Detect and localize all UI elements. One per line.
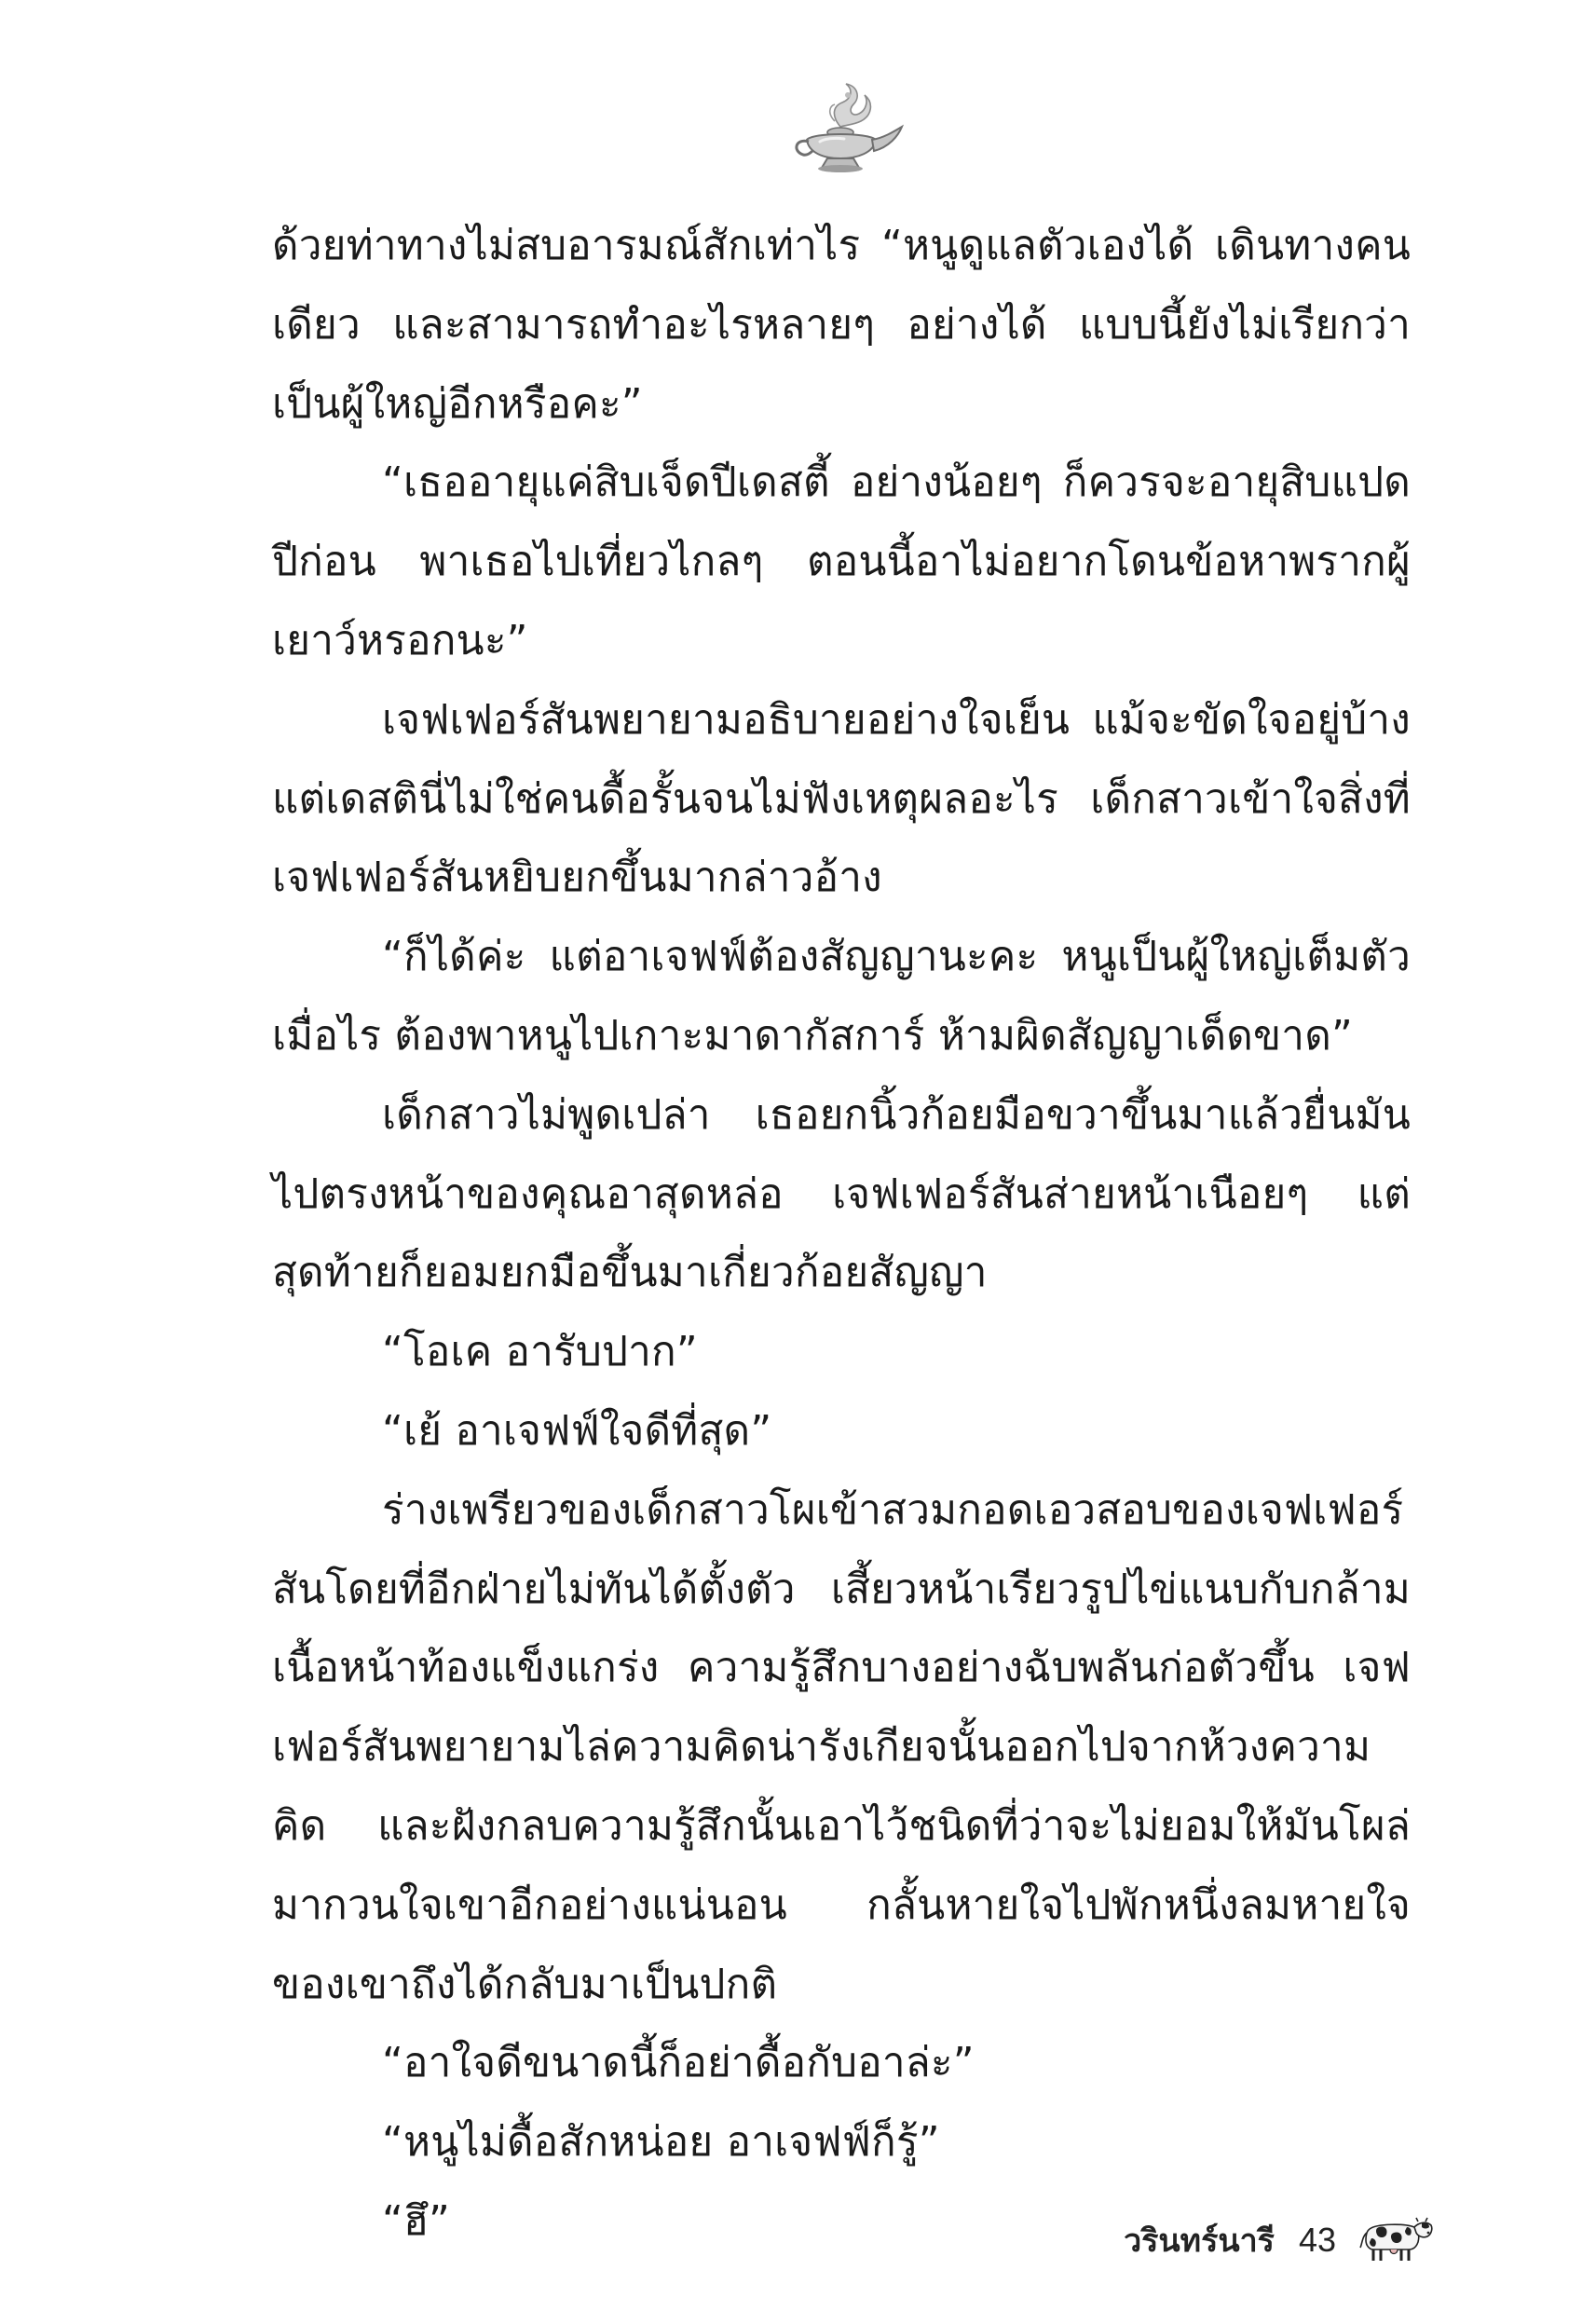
cow-icon — [1357, 2214, 1435, 2266]
paragraph: “เธออายุแค่สิบเจ็ดปีเดสตี้ อย่างน้อยๆ ก็ควรจะอายุสิบแปดปีก่อน พาเธอไปเที่ยวไกลๆ ตอนนี้อาไม่อยากโดนข้อหาพรากผู้เยาว์หรอกนะ” — [272, 458, 1411, 664]
paragraph: “โอเค อารับปาก” — [382, 1328, 698, 1376]
paragraph: “ก็ได้ค่ะ แต่อาเจฟฟ์ต้องสัญญานะคะ หนูเป็นผู้ใหญ่เต็มตัวเมื่อไร ต้องพาหนูไปเกาะมาดากัสการ์ ห้ามผิดสัญญาเด็ดขาด” — [272, 933, 1411, 1060]
paragraph: เจฟเฟอร์สันพยายามอธิบายอย่างใจเย็น แม้จะขัดใจอยู่บ้างแต่เดสตินี่ไม่ใช่คนดื้อรั้นจนไม่ฟังเหตุผลอะไร เด็กสาวเข้าใจสิ่งที่เจฟเฟอร์สันหยิบยกขึ้นมากล่าวอ้าง — [272, 695, 1411, 902]
page-footer — [1044, 2210, 1435, 2270]
paragraph: “เย้ อาเจฟฟ์ใจดีที่สุด” — [382, 1406, 772, 1455]
body-text — [272, 207, 1411, 2262]
paragraph: “ฮึ” — [382, 2196, 451, 2245]
paragraph: “หนูไม่ดื้อสักหน่อย อาเจฟฟ์ก็รู้” — [382, 2118, 940, 2167]
paragraph: ด้วยท่าทางไม่สบอารมณ์สักเท่าไร “หนูดูแลตัวเองได้ เดินทางคนเดียว และสามารถทำอะไรหลายๆ อย่างได้ แบบนี้ยังไม่เรียกว่าเป็นผู้ใหญ่อีกหรือคะ” — [272, 222, 1411, 428]
book-title: วรินทร์นารี — [1124, 2222, 1275, 2260]
page-number: 43 — [1298, 2221, 1336, 2259]
paragraph: เด็กสาวไม่พูดเปล่า เธอยกนิ้วก้อยมือขวาขึ้นมาแล้วยื่นมันไปตรงหน้าของคุณอาสุดหล่อ เจฟเฟอร์สันส่ายหน้าเนือยๆ แต่สุดท้ายก็ยอมยกมือขึ้นมาเกี่ยวก้อยสัญญา — [272, 1090, 1411, 1297]
magic-lamp-icon — [779, 73, 909, 180]
paragraph: ร่างเพรียวของเด็กสาวโผเข้าสวมกอดเอวสอบของเจฟเฟอร์สันโดยที่อีกฝ่ายไม่ทันได้ตั้งตัว เสี้ยวหน้าเรียวรูปไข่แนบกับกล้ามเนื้อหน้าท้องแข็งแกร่ง ความรู้สึกบางอย่างฉับพลันก่อตัวขึ้น เจฟเฟอร์สันพยายามไล่ความคิดน่ารังเกียจนั้นออกไปจากห้วงความคิด และฝังกลบความรู้สึกนั้นเอาไว้ชนิดที่ว่าจะไม่ยอมให้มันโผล่มากวนใจเขาอีกอย่างแน่นอน กลั้นหายใจไปพักหนึ่งลมหายใจของเขาถึงได้กลับมาเป็นปกติ — [272, 1485, 1411, 2008]
paragraph: “อาใจดีขนาดนี้ก็อย่าดื้อกับอาล่ะ” — [382, 2039, 975, 2087]
